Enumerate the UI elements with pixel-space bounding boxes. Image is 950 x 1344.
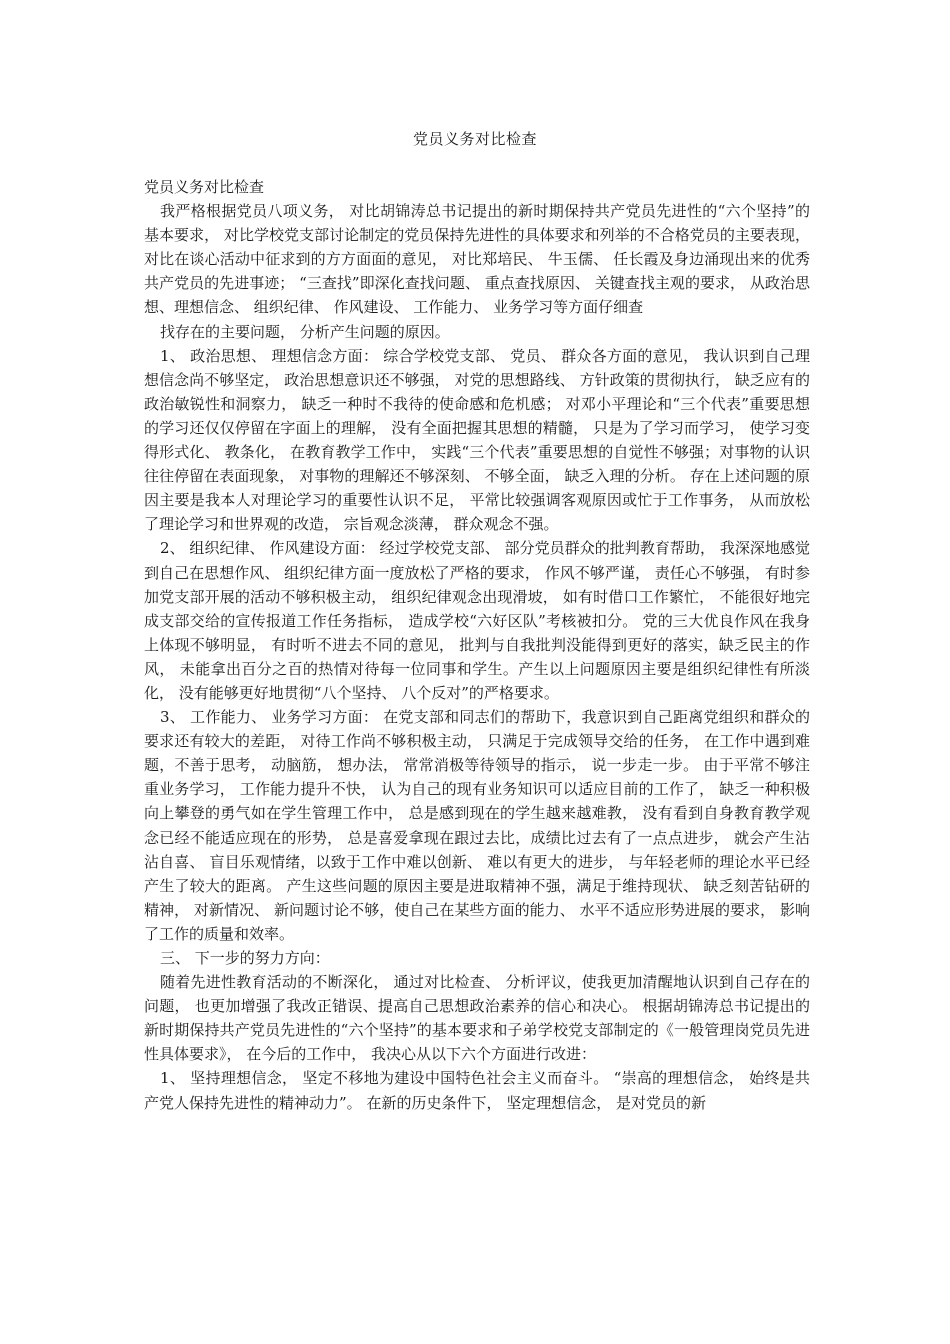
paragraph-political-thought: 1、 政治思想、 理想信念方面： 综合学校党支部、 党员、 群众各方面的意见， 我认识到自己理想信念尚不够坚定， 政治思想意识还不够强， 对党的思想路线、 方针政策的贯彻执行， 缺乏应有的政治敏锐性和洞察力， 缺乏一种时不我待的使命感和危机感； 对邓小平理论和“三个代表”重要思想的学习还仅仅停留在字面上的理解， 没有全面把握其思想的精髓， 只是为了学习而学习， 使学习变得形式化、 教条化， 在教育教学工作中， 实践“三个代表”重要思想的自觉性不够强；对事物的认识往往停留在表面现象， 对事物的理解还不够深刻、 不够全面， 缺乏入理的分析。 存在上述问题的原因主要是我本人对理论学习的重要性认识不足， 平常比较强调客观原因或忙于工作事务， 从而放松了理论学习和世界观的改造， 宗旨观念淡薄， 群众观念不强。 bbox=[144, 346, 810, 534]
section-heading-next-steps: 三、 下一步的努力方向： bbox=[160, 949, 330, 967]
document-subtitle: 党员义务对比检查 bbox=[144, 178, 265, 196]
paragraph-ideals-beliefs: 1、 坚持理想信念， 坚定不移地为建设中国特色社会主义而奋斗。 “崇高的理想信念， 始终是共产党人保持先进性的精神动力”。 在新的历史条件下， 坚定理想信念， 是对党员的新 bbox=[144, 1069, 810, 1112]
document-body bbox=[144, 175, 810, 1115]
document-title: 党员义务对比检查 bbox=[412, 130, 537, 148]
paragraph-next-steps: 随着先进性教育活动的不断深化， 通过对比检查、 分析评议，使我更加清醒地认识到自己存在的问题， 也更加增强了我改正错误、提高自己思想政治素养的信心和决心。 根据胡锦涛总书记提出的新时期保持共产党员先进性的“六个坚持”的基本要求和子弟学校党支部制定的《一般管理岗党员先进性具体要求》， 在今后的工作中， 我决心从以下六个方面进行改进： bbox=[144, 973, 810, 1064]
paragraph-work-ability: 3、 工作能力、 业务学习方面： 在党支部和同志们的帮助下，我意识到自己距离党组织和群众的要求还有较大的差距， 对待工作尚不够积极主动， 只满足于完成领导交给的任务， 在工作中遇到难题，不善于思考， 动脑筋， 想办法， 常常消极等待领导的指示， 说一步走一步。 由于平常不够注重业务学习， 工作能力提升不快， 认为自己的现有业务知识可以适应目前的工作了， 缺乏一种积极向上攀登的勇气如在学生管理工作中， 总是感到现在的学生越来越难教， 没有看到自身教育教学观念已经不能适应现在的形势， 总是喜爱拿现在跟过去比，成绩比过去有了一点点进步， 就会产生沾沾自喜、 盲目乐观情绪，以致于工作中难以创新、 难以有更大的进步， 与年轻老师的理论水平已经产生了较大的距离。 产生这些问题的原因主要是进取精神不强，满足于维持现状、 缺乏刻苦钻研的精神， 对新情况、 新问题讨论不够，使自己在某些方面的能力、 水平不适应形势进展的要求， 影响了工作的质量和效率。 bbox=[144, 708, 810, 943]
paragraph-organization-discipline: 2、 组织纪律、 作风建设方面： 经过学校党支部、 部分党员群众的批判教育帮助， 我深深地感觉到自己在思想作风、 组织纪律方面一度放松了严格的要求， 作风不够严谨， 责任心不够强， 有时参加党支部开展的活动不够积极主动， 组织纪律观念出现滑坡， 如有时借口工作繁忙， 不能很好地完成支部交给的宣传报道工作任务指标， 造成学校“六好区队”考核被扣分。 党的三大优良作风在我身上体现不够明显， 有时听不进去不同的意见， 批判与自我批判没能得到更好的落实，缺乏民主的作风， 未能拿出百分之百的热情对待每一位同事和学生。产生以上问题原因主要是组织纪律性有所淡化， 没有能够更好地贯彻“八个坚持、 八个反对”的严格要求。 bbox=[144, 539, 810, 702]
paragraph-intro: 我严格根据党员八项义务， 对比胡锦涛总书记提出的新时期保持共产党员先进性的“六个坚持”的基本要求， 对比学校党支部讨论制定的党员保持先进性的具体要求和列举的不合格党员的主要表现， 对比在谈心活动中征求到的方方面面的意见， 对比郑培民、 牛玉儒、 任长霞及身边涌现出来的优秀共产党员的先进事迹； “三查找”即深化查找问题、 重点查找原因、 关键查找主观的要求， 从政治思想、理想信念、 组织纪律、 作风建设、 工作能力、 业务学习等方面仔细查 bbox=[144, 202, 810, 317]
paragraph-intro-continued: 找存在的主要问题， 分析产生问题的原因。 bbox=[160, 322, 450, 341]
